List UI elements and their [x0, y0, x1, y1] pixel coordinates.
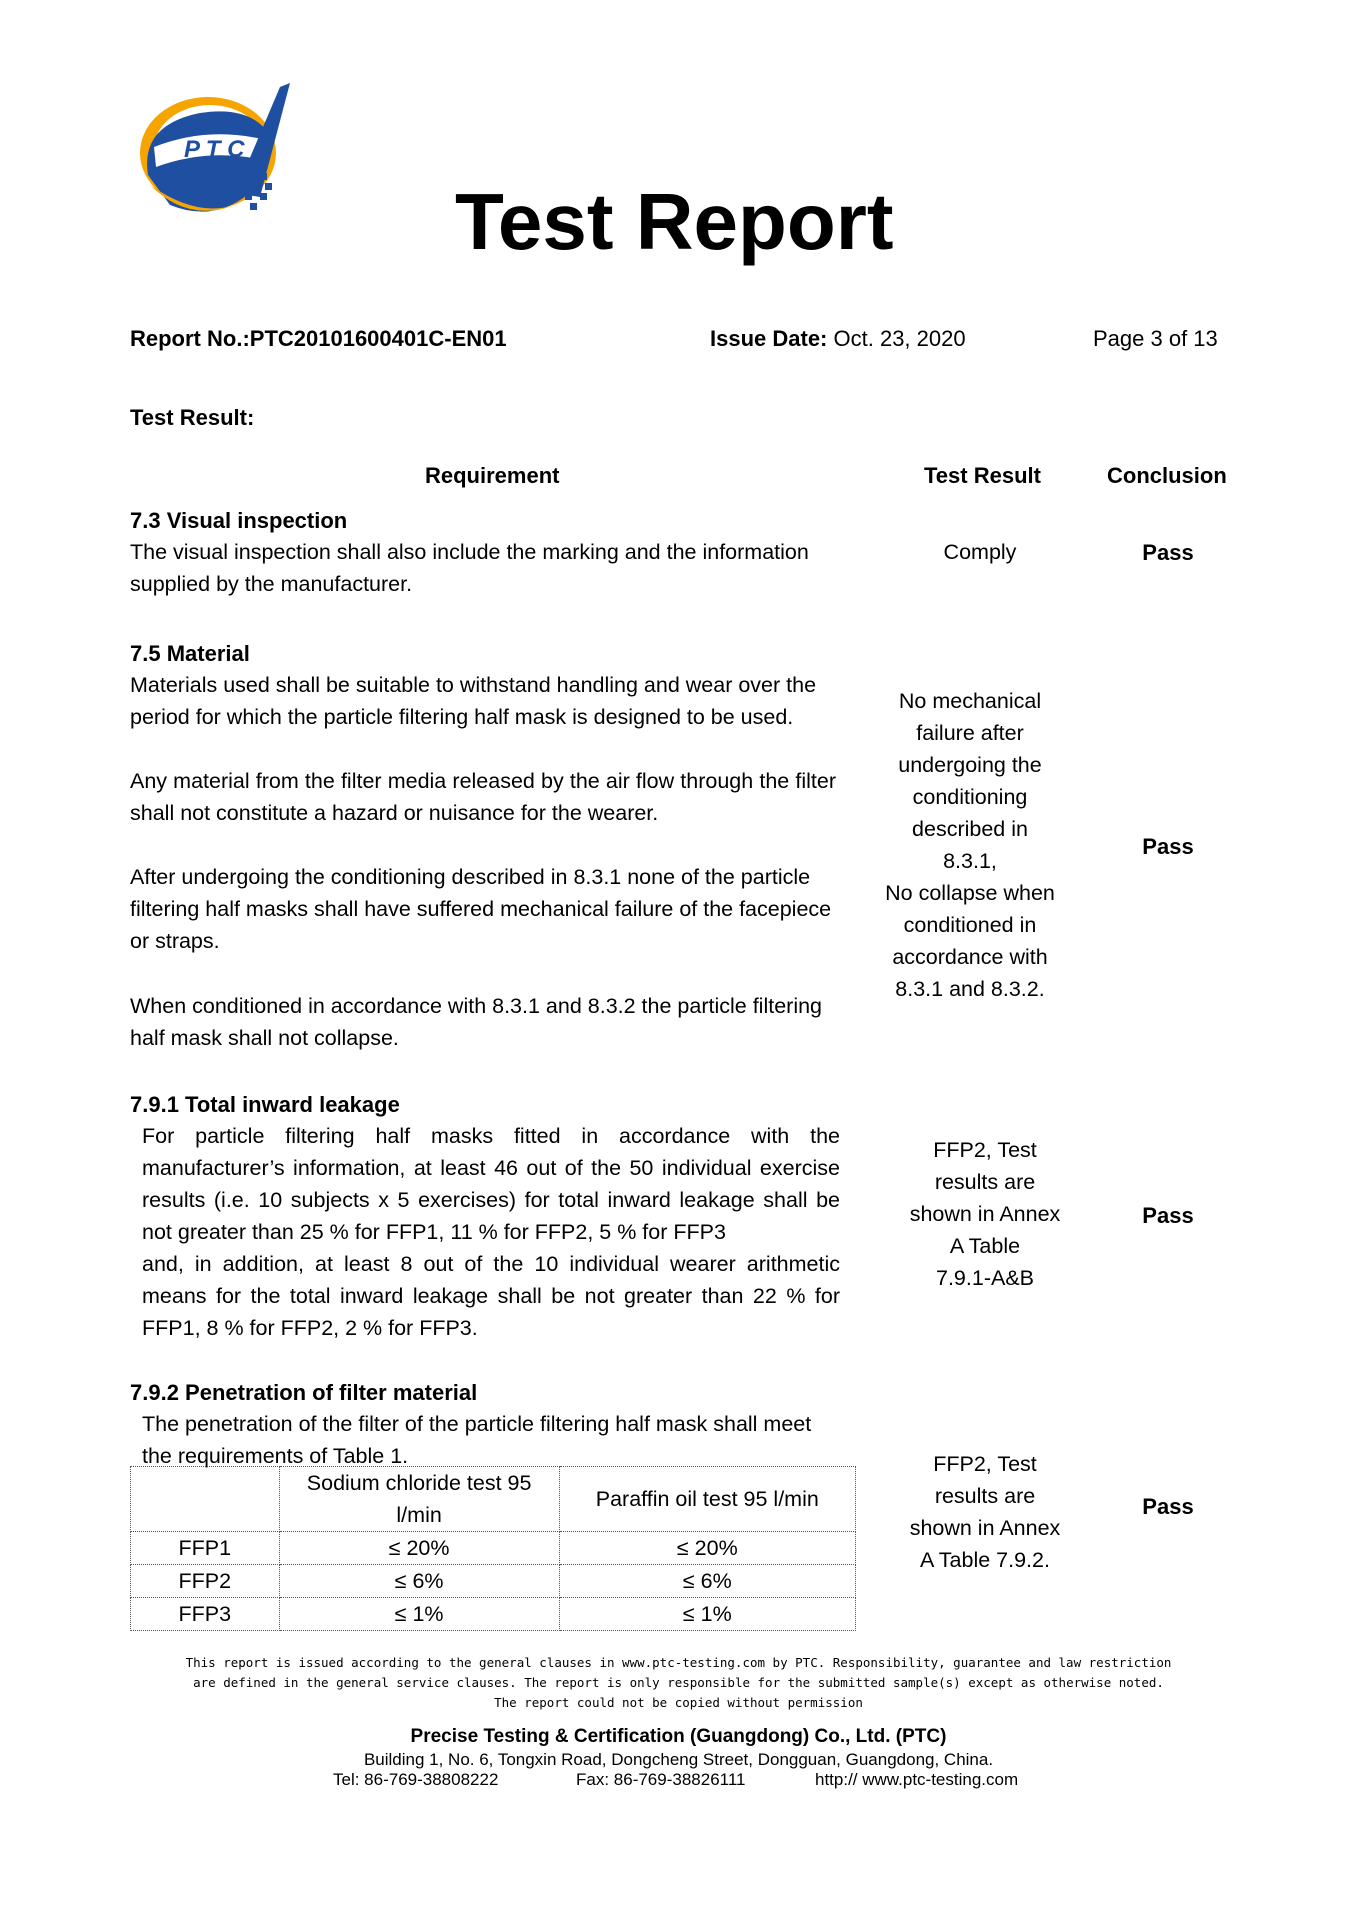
column-requirement: Requirement [425, 463, 560, 488]
column-test-result: Test Result [924, 463, 1041, 488]
section-title-7-3: 7.3 Visual inspection [130, 508, 348, 533]
result-line: undergoing the [898, 753, 1042, 777]
table-cell: ≤ 1% [279, 1598, 559, 1631]
disclaimer-line: This report is issued according to the general clauses in www.ptc-testing.com by PTC. Responsibility, guarantee and law restriction [185, 1655, 1172, 1670]
penetration-table [130, 1466, 856, 1631]
result-line: results are [934, 1170, 1036, 1194]
section-7-5-para-1: Materials used shall be suitable to withstand handling and wear over the period for which the particle filtering half mask is designed to be used. [130, 673, 817, 729]
company-website-link[interactable]: http:// www.ptc-testing.com [815, 1770, 1019, 1789]
result-7-5 [860, 685, 1080, 1005]
section-title-7-5: 7.5 Material [130, 641, 250, 666]
conclusion-7-9-1: Pass [1142, 1203, 1194, 1228]
result-line: shown in Annex [909, 1202, 1061, 1226]
column-conclusion: Conclusion [1107, 463, 1227, 488]
table-row [131, 1565, 856, 1598]
report-number [130, 326, 507, 352]
disclaimer-line: are defined in the general service clauses. The report is only responsible for the submitted sample(s) except as otherwise noted. [193, 1675, 1164, 1690]
result-line: shown in Annex [909, 1516, 1061, 1540]
result-line: conditioned in [903, 913, 1037, 937]
section-7-5-para-3: After undergoing the conditioning described in 8.3.1 none of the particle filtering half masks shall have suffered mechanical failure of the facepiece or straps. [130, 865, 832, 953]
issue-date-label: Issue Date: [710, 326, 828, 351]
conclusion-7-5: Pass [1142, 834, 1194, 859]
table-cell: ≤ 20% [279, 1532, 559, 1565]
result-line: No mechanical [898, 689, 1042, 713]
section-7-9-1-para-2: and, in addition, at least 8 out of the 10 individual wearer arithmetic means for the total inward leakage shall be not greater than 22 % for FFP1, 8 % for FFP2, 2 % for FFP3. [142, 1252, 840, 1340]
issue-date [710, 326, 966, 352]
table-cell: ≤ 20% [559, 1532, 855, 1565]
ptc-logo [130, 75, 310, 235]
result-line: A Table [949, 1234, 1021, 1258]
page-title: Test Report [455, 177, 894, 266]
section-7-5-para-4: When conditioned in accordance with 8.3.1 and 8.3.2 the particle filtering half mask shall not collapse. [130, 994, 823, 1050]
table-header-cell: Paraffin oil test 95 l/min [559, 1467, 855, 1532]
table-cell: ≤ 6% [279, 1565, 559, 1598]
table-cell: FFP1 [131, 1532, 280, 1565]
company-fax: Fax: 86-769-38826111 [576, 1770, 746, 1789]
result-line: 7.9.1-A&B [936, 1266, 1034, 1290]
result-line: conditioning [912, 785, 1028, 809]
conclusion-7-9-2: Pass [1142, 1494, 1194, 1519]
result-line: FFP2, Test [933, 1452, 1037, 1476]
table-header-cell: Sodium chloride test 95 l/min [279, 1467, 559, 1532]
company-name: Precise Testing & Certification (Guangdong) Co., Ltd. (PTC) [410, 1726, 947, 1747]
result-7-9-2 [880, 1448, 1090, 1576]
section-7-3-text: The visual inspection shall also include the marking and the information supplied by the manufacturer. [130, 540, 809, 596]
company-tel: Tel: 86-769-38808222 [333, 1770, 499, 1789]
section-7-5-para-2: Any material from the filter media released by the air flow through the filter shall not constitute a hazard or nuisance for the wearer. [130, 769, 836, 825]
result-7-9-1 [880, 1134, 1090, 1294]
result-line: 8.3.1, [943, 849, 997, 873]
result-line: No collapse when [885, 881, 1055, 905]
table-row [131, 1532, 856, 1565]
table-cell: FFP3 [131, 1598, 280, 1631]
section-title-7-9-2: 7.9.2 Penetration of filter material [130, 1380, 478, 1405]
disclaimer-line: The report could not be copied without permission [494, 1695, 863, 1710]
report-no-value: PTC20101600401C-EN01 [249, 326, 507, 351]
result-line: results are [934, 1484, 1036, 1508]
section-7-9-2-text: The penetration of the filter of the particle filtering half mask shall meet the requirements of Table 1. [142, 1412, 812, 1468]
section-7-9-1-para-1: For particle filtering half masks fitted in accordance with the manufacturer’s information, at least 46 out of the 50 individual exercise results (i.e. 10 subjects x 5 exercises) for total inward leakage shall be not greater than 25 % for FFP1, 11 % for FFP2, 5 % for FFP3 [142, 1124, 840, 1244]
result-line: accordance with [892, 945, 1048, 969]
table-row [131, 1598, 856, 1631]
test-result-heading: Test Result: [130, 405, 255, 430]
table-cell: ≤ 6% [559, 1565, 855, 1598]
table-cell: ≤ 1% [559, 1598, 855, 1631]
result-line: A Table 7.9.2. [920, 1548, 1050, 1572]
conclusion-7-3: Pass [1142, 540, 1194, 565]
report-no-label: Report No.: [130, 326, 250, 351]
logo-text: P T C [184, 136, 245, 163]
table-header-row [131, 1467, 856, 1532]
result-line: failure after [916, 721, 1024, 745]
result-line: 8.3.1 and 8.3.2. [895, 977, 1045, 1001]
result-line: FFP2, Test [933, 1138, 1037, 1162]
result-7-3: Comply [943, 540, 1017, 564]
page-number: Page 3 of 13 [1093, 326, 1218, 351]
table-cell: FFP2 [131, 1565, 280, 1598]
company-address: Building 1, No. 6, Tongxin Road, Dongcheng Street, Dongguan, Guangdong, China. [363, 1750, 994, 1769]
table-header-cell [131, 1467, 280, 1532]
result-line: described in [912, 817, 1028, 841]
issue-date-value: Oct. 23, 2020 [833, 326, 966, 351]
section-title-7-9-1: 7.9.1 Total inward leakage [130, 1092, 400, 1117]
